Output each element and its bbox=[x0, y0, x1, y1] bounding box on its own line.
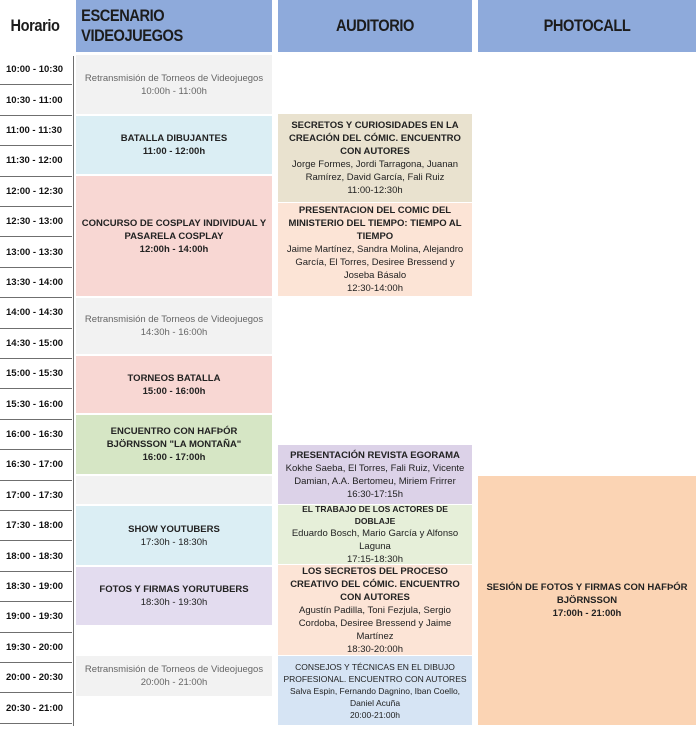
time-slot: 11:00 - 11:30 bbox=[0, 116, 72, 146]
event-retransmision-2 bbox=[76, 298, 272, 354]
event-title: BATALLA DIBUJANTES bbox=[120, 133, 228, 144]
time-slot: 14:00 - 14:30 bbox=[0, 298, 72, 328]
time-slot: 12:00 - 12:30 bbox=[0, 177, 72, 207]
event-people: Agustín Padilla, Toni Fezjula, Sergio Cordoba, Desiree Bressend y Jaime Martínez bbox=[298, 604, 452, 642]
event-people: Jorge Formes, Jordi Tarragona, Juanan Ramírez, David García, Fali Ruiz bbox=[291, 159, 459, 183]
event-encuentro-hafthor bbox=[76, 415, 272, 474]
event-title: PRESENTACION DEL COMIC DEL MINISTERIO DEL TIEMPO: TIEMPO AL TIEMPO bbox=[288, 205, 462, 242]
header-auditorio: AUDITORIO bbox=[336, 16, 414, 35]
event-people: Jaime Martínez, Sandra Molina, Alejandro García, El Torres, Desiree Bressend y Joseba Básalo bbox=[286, 244, 464, 281]
event-time: 12:30-14:00h bbox=[347, 283, 403, 294]
event-title: Retransmisión de Torneos de Videojuegos bbox=[84, 664, 264, 675]
event-time: 17:30h - 18:30h bbox=[140, 536, 208, 548]
event-actores-doblaje bbox=[278, 505, 472, 564]
event-time: 16:30-17:15h bbox=[347, 488, 403, 500]
event-time: 17:15-18:30h bbox=[347, 554, 403, 565]
time-slot: 10:00 - 10:30 bbox=[0, 55, 72, 85]
event-title: Retransmisión de Torneos de Videojuegos bbox=[84, 72, 264, 84]
time-slot: 16:00 - 16:30 bbox=[0, 420, 72, 450]
event-torneos-batalla bbox=[76, 356, 272, 413]
event-secretos-curiosidades bbox=[278, 114, 472, 202]
time-slot: 19:00 - 19:30 bbox=[0, 602, 72, 632]
event-title: LOS SECRETOS DEL PROCESO CREATIVO DEL CÓMIC. ENCUENTRO CON AUTORES bbox=[290, 565, 460, 603]
event-time: 15:00 - 16:00h bbox=[142, 385, 206, 397]
event-show-youtubers bbox=[76, 506, 272, 565]
event-sesion-fotos-hafthor bbox=[478, 476, 696, 725]
event-proceso-creativo bbox=[278, 565, 472, 655]
event-time: 18:30h - 19:30h bbox=[140, 597, 208, 608]
time-slot: 19:30 - 20:00 bbox=[0, 633, 72, 663]
event-people: Kokhe Saeba, El Torres, Fali Ruiz, Vicente Damian, A.A. Bertomeu, Miriem Frirrer bbox=[285, 462, 465, 487]
event-time: 16:00 - 17:00h bbox=[142, 452, 206, 463]
event-time: 20:00-21:00h bbox=[349, 709, 401, 720]
time-slot: 13:00 - 13:30 bbox=[0, 237, 72, 267]
time-slot: 14:30 - 15:00 bbox=[0, 329, 72, 359]
event-title: CONSEJOS Y TÉCNICAS EN EL DIBUJO PROFESIONAL. ENCUENTRO CON AUTORES bbox=[283, 661, 467, 684]
event-title: SHOW YOUTUBERS bbox=[128, 523, 220, 535]
event-time: 17:00h - 21:00h bbox=[552, 608, 622, 619]
event-time: 20:00h - 21:00h bbox=[140, 677, 208, 688]
event-title: SECRETOS Y CURIOSIDADES EN LA CREACIÓN DEL CÓMIC. ENCUENTRO CON AUTORES bbox=[289, 120, 461, 157]
time-slot: 20:00 - 20:30 bbox=[0, 663, 72, 693]
header-escenario: ESCENARIO VIDEOJUEGOS bbox=[81, 6, 183, 45]
event-consejos-tecnicas bbox=[278, 656, 472, 725]
time-slot: 15:00 - 15:30 bbox=[0, 359, 72, 389]
event-time: 10:00h - 11:00h bbox=[141, 85, 207, 97]
event-time: 14:30h - 16:00h bbox=[140, 327, 208, 338]
time-slot: 18:30 - 19:00 bbox=[0, 572, 72, 602]
header-horario: Horario bbox=[10, 16, 60, 35]
time-slot: 11:30 - 12:00 bbox=[0, 146, 72, 176]
time-slot: 17:00 - 17:30 bbox=[0, 481, 72, 511]
event-empty-slot bbox=[76, 476, 272, 504]
event-time: 12:00h - 14:00h bbox=[139, 243, 209, 255]
event-fotos-firmas-youtubers bbox=[76, 567, 272, 625]
time-slot: 16:30 - 17:00 bbox=[0, 450, 72, 480]
event-title: CONCURSO DE COSPLAY INDIVIDUAL Y PASARELA COSPLAY bbox=[81, 217, 267, 242]
event-concurso-cosplay bbox=[76, 176, 272, 296]
event-title: ENCUENTRO CON HAFÞÓR BJÖRNSSON "LA MONTAÑA" bbox=[106, 426, 242, 450]
event-presentacion-egorama bbox=[278, 445, 472, 504]
event-title: EL TRABAJO DE LOS ACTORES DE DOBLAJE bbox=[302, 504, 448, 526]
event-title: PRESENTACIÓN REVISTA EGORAMA bbox=[290, 449, 460, 461]
time-column-divider bbox=[73, 56, 74, 726]
header-photocall: PHOTOCALL bbox=[543, 16, 631, 35]
event-title: SESIÓN DE FOTOS Y FIRMAS CON HAFÞÓR BJÖRNSSON bbox=[486, 582, 688, 606]
event-presentacion-ministerio bbox=[278, 203, 472, 296]
event-people: Eduardo Bosch, Mario García y Alfonso Laguna bbox=[291, 528, 459, 552]
event-retransmision-3 bbox=[76, 656, 272, 696]
event-time: 11:00-12:30h bbox=[347, 185, 403, 196]
time-slot: 12:30 - 13:00 bbox=[0, 207, 72, 237]
event-title: TORNEOS BATALLA bbox=[127, 372, 221, 384]
time-slot: 20:30 - 21:00 bbox=[0, 693, 72, 723]
event-retransmision-1 bbox=[76, 55, 272, 114]
time-slot: 10:30 - 11:00 bbox=[0, 85, 72, 115]
event-time: 18:30-20:00h bbox=[347, 643, 403, 655]
time-slot: 17:30 - 18:00 bbox=[0, 511, 72, 541]
time-slot: 13:30 - 14:00 bbox=[0, 268, 72, 298]
event-title: FOTOS Y FIRMAS YORUTUBERS bbox=[99, 584, 249, 595]
event-title: Retransmisión de Torneos de Videojuegos bbox=[84, 314, 264, 325]
event-people: Salva Espin, Fernando Dagnino, Iban Coello, Daniel Acuña bbox=[289, 685, 461, 708]
time-slot: 18:00 - 18:30 bbox=[0, 541, 72, 571]
event-batalla-dibujantes bbox=[76, 116, 272, 174]
event-time: 11:00 - 12:00h bbox=[142, 146, 206, 157]
time-slot: 15:30 - 16:00 bbox=[0, 389, 72, 419]
